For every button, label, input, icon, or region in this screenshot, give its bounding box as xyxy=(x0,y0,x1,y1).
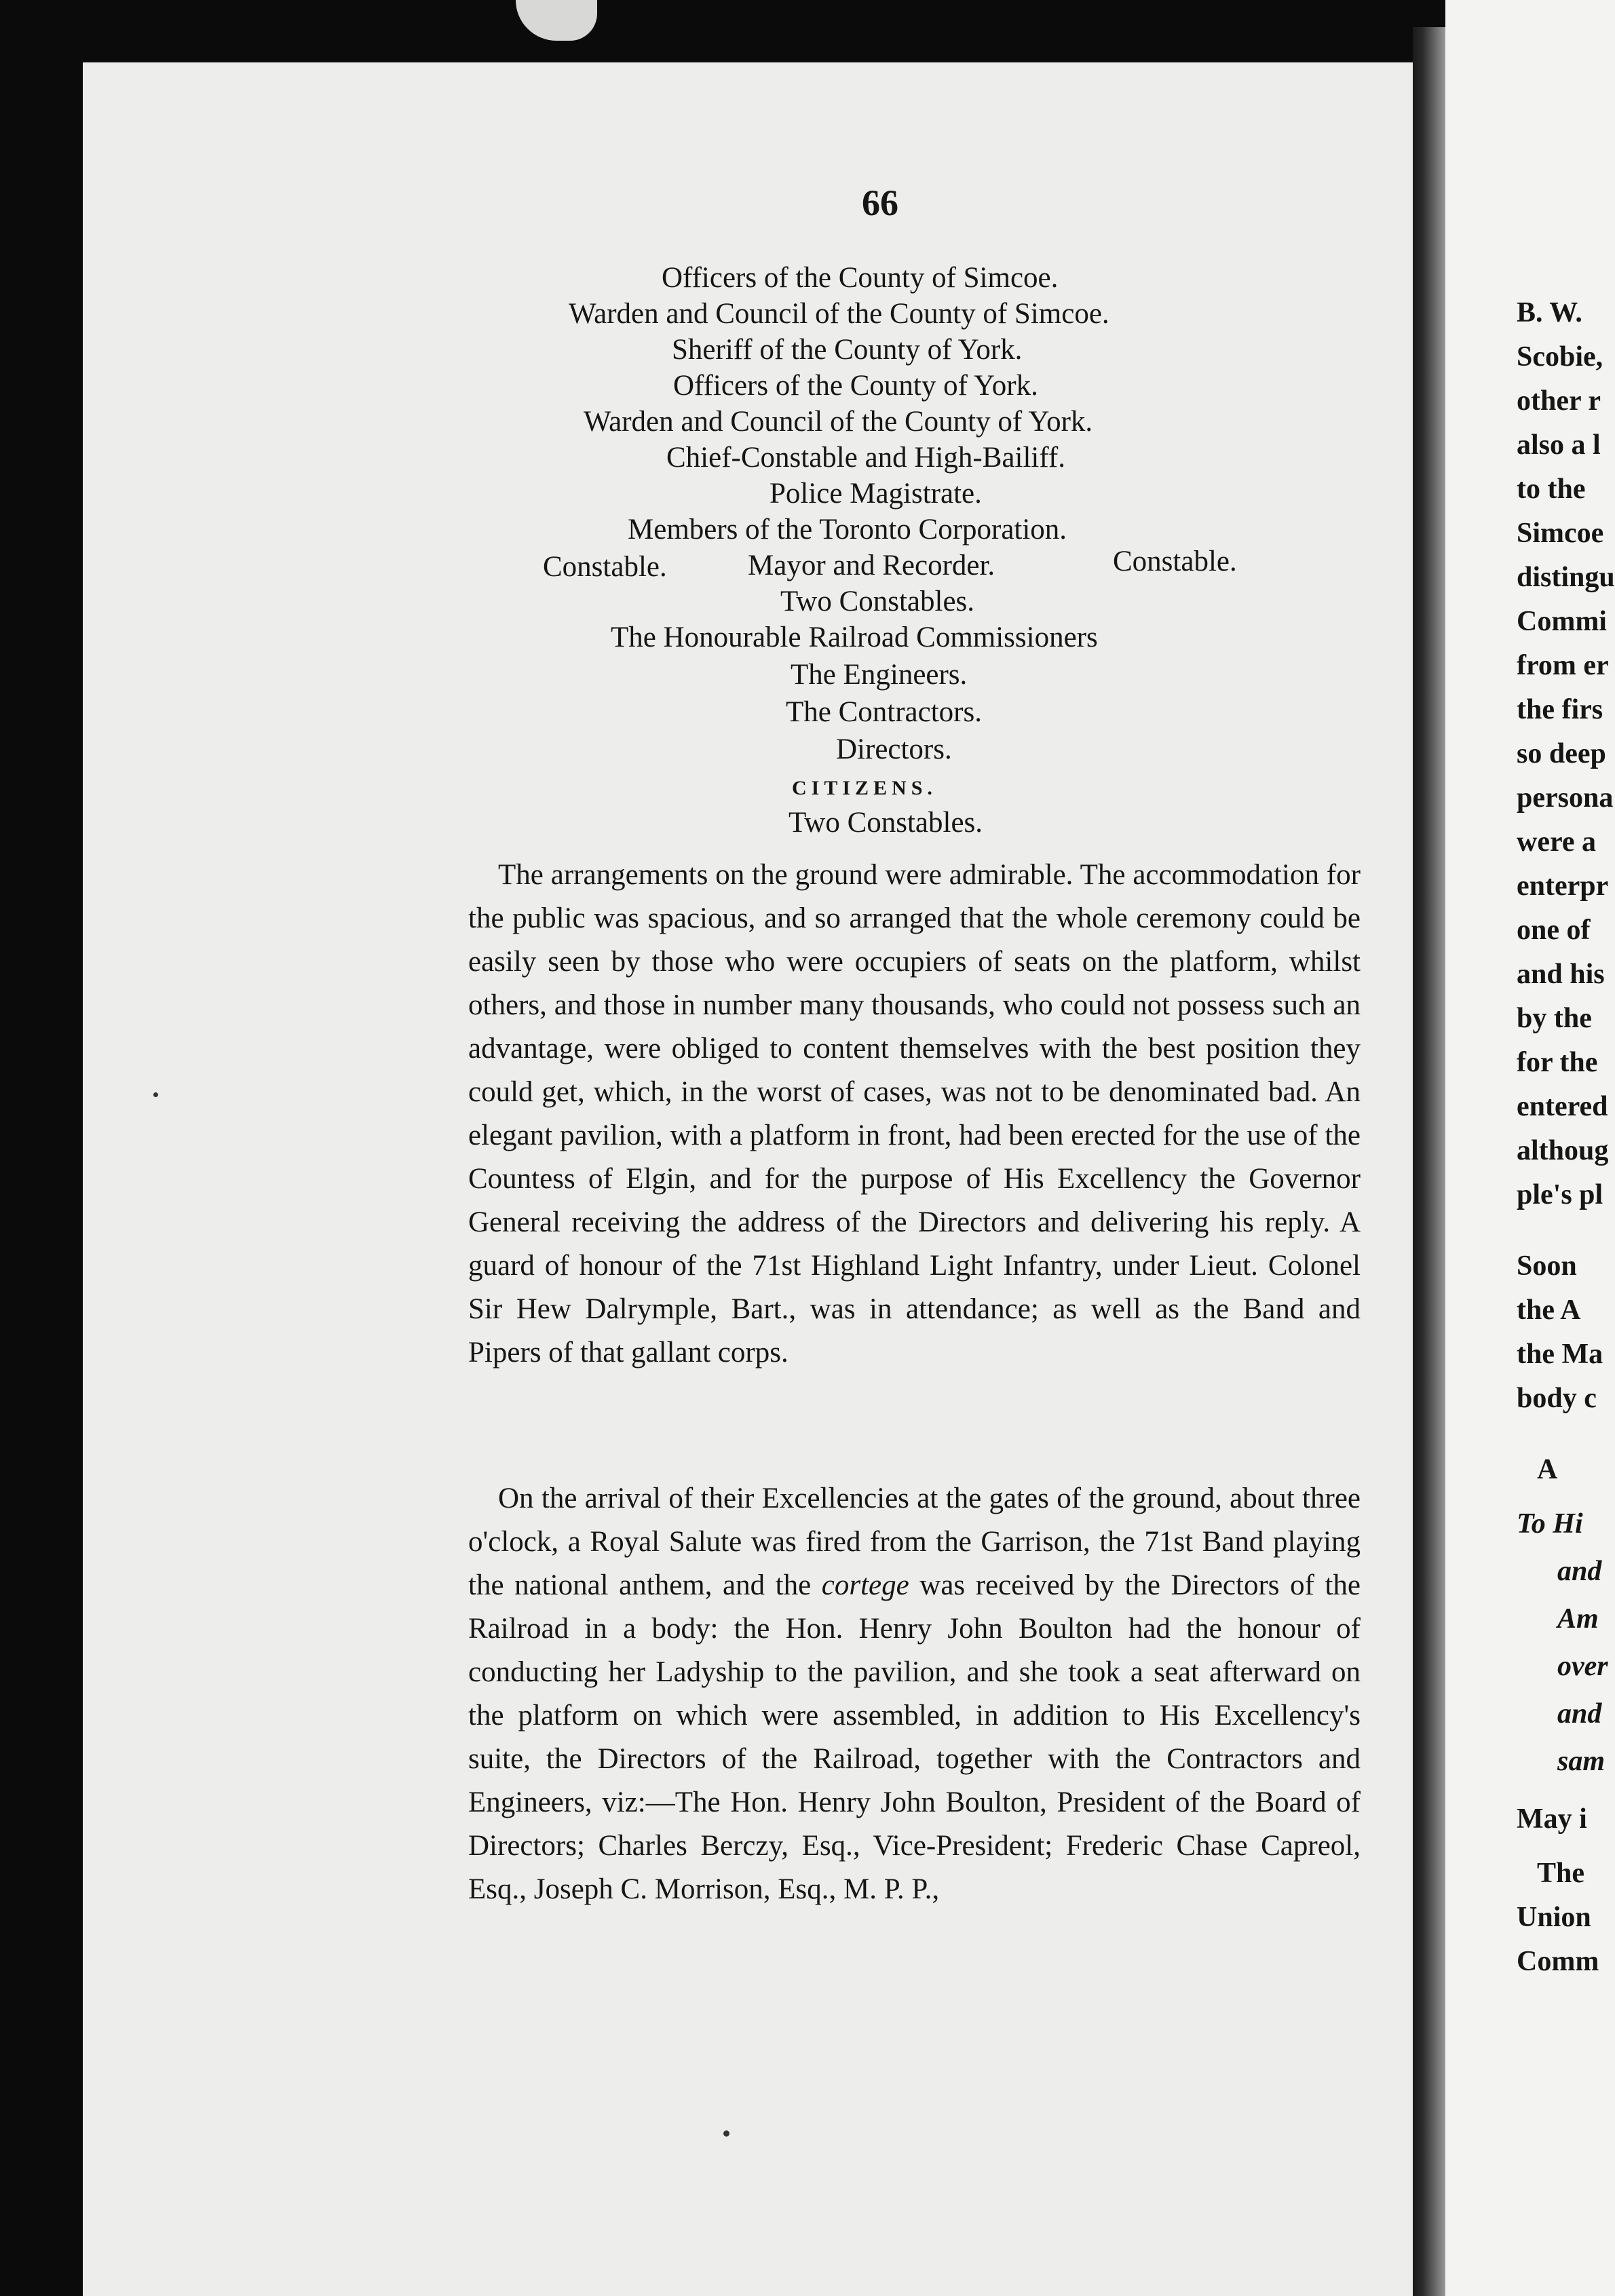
right-page-fragment: Union xyxy=(1517,1902,1591,1933)
right-page-fragment: by the xyxy=(1517,1003,1592,1034)
constable-left: Constable. xyxy=(543,551,667,583)
right-page-fragment: one of xyxy=(1517,915,1591,946)
right-page-fragment: A xyxy=(1537,1454,1558,1485)
right-page-fragment: entered xyxy=(1517,1091,1608,1122)
right-page-fragment: enterpr xyxy=(1517,870,1609,902)
right-page-fragment: and xyxy=(1557,1698,1602,1729)
procession-line: Sheriff of the County of York. xyxy=(672,334,1023,366)
paragraph: The arrangements on the ground were admirable. The accommodation for the public was spacious, and so arranged that the whole ceremony could be easily seen by those who were occupiers of seats on the platform, whilst others, and those in number many thousands, who could not possess such an advantage, were obliged to content themselves with the best position they could get, which, in the worst of cases, was not to be denominated bad. An elegant pavilion, with a platform in front, had been erected for the use of the Countess of Elgin, and for the purpose of His Excellency the Governor General receiving the address of the Directors and delivering his reply. A guard of honour of the 71st Highland Light Infantry, under Lieut. Colonel Sir Hew Dalrymple, Bart., was in attendance; as well as the Band and Pipers of that gallant corps. xyxy=(468,859,1361,1369)
procession-line: Officers of the County of York. xyxy=(673,370,1038,402)
procession-line: The Honourable Railroad Commissioners xyxy=(611,621,1098,653)
right-page-fragment: Scobie, xyxy=(1517,341,1603,372)
right-page-fragment: to the xyxy=(1517,474,1586,505)
right-page-fragment: Am xyxy=(1557,1603,1599,1634)
procession-line: The Contractors. xyxy=(786,696,982,728)
right-page-fragment: persona xyxy=(1517,782,1614,814)
italic-word: cortege xyxy=(821,1569,909,1601)
right-page-fragment: The xyxy=(1537,1858,1585,1889)
right-page-fragment: for the xyxy=(1517,1047,1598,1078)
constable-right: Constable. xyxy=(1113,546,1237,577)
right-page-fragment: the A xyxy=(1517,1295,1581,1326)
right-page-fragment: Soon xyxy=(1517,1250,1577,1282)
citizens-heading: CITIZENS. xyxy=(792,777,937,799)
right-page-fragment: over xyxy=(1557,1651,1608,1682)
right-page-fragment: the Ma xyxy=(1517,1339,1603,1370)
procession-line: Warden and Council of the County of Simcoe. xyxy=(569,298,1109,330)
right-page-fragment: May i xyxy=(1517,1803,1587,1835)
right-page-fragment: althoug xyxy=(1517,1135,1609,1166)
ink-speck xyxy=(723,2130,729,2137)
ink-speck xyxy=(153,1092,158,1097)
right-page-fragment: Comm xyxy=(1517,1946,1599,1977)
procession-line: The Engineers. xyxy=(791,659,968,691)
right-page-fragment: distingu xyxy=(1517,562,1615,593)
right-page-fragment: were a xyxy=(1517,826,1596,858)
paragraph-text: On the arrival of their Excellencies at the gates of the ground, about three o'clock, a Royal Salute was fired from the Garrison, the 71st Band playing the national anthem, and the xyxy=(468,1482,1361,1601)
right-page-fragment: Simcoe xyxy=(1517,518,1604,549)
procession-line: Police Magistrate. xyxy=(770,478,982,510)
procession-line: Warden and Council of the County of York. xyxy=(584,406,1093,438)
paragraph xyxy=(468,1477,1361,1911)
right-page-fragment: other r xyxy=(1517,385,1601,417)
book-gutter xyxy=(1413,27,1445,2296)
right-page-fragment: Commi xyxy=(1517,606,1607,637)
procession-line: Officers of the County of Simcoe. xyxy=(662,262,1059,294)
right-page-fragment: sam xyxy=(1557,1746,1606,1777)
right-page-fragment: body c xyxy=(1517,1383,1597,1414)
procession-line: Two Constables. xyxy=(780,586,975,617)
right-page-fragment: B. W. xyxy=(1517,297,1582,328)
right-page-fragment: also a l xyxy=(1517,429,1601,461)
right-page-fragment: ple's pl xyxy=(1517,1179,1603,1210)
right-page-fragment: and his xyxy=(1517,959,1605,990)
procession-line: Chief-Constable and High-Bailiff. xyxy=(666,442,1065,474)
right-page-fragment: the firs xyxy=(1517,694,1603,725)
right-page-fragment: and xyxy=(1557,1556,1602,1587)
paragraph-text: was received by the Directors of the Railroad in a body: the Hon. Henry John Boulton had the honour of conducting her Ladyship to the pavilion, and she took a seat afterward on the platform on which were assembled, in addition to His Excellency's suite, the Directors of the Railroad, together with the Contractors and Engineers, viz:—The Hon. Henry John Boulton, President of the Board of Directors; Charles Berczy, Esq., Vice-President; Frederic Chase Capreol, Esq., Joseph C. Morrison, Esq., M. P. P., xyxy=(468,1569,1361,1905)
mayor-recorder: Mayor and Recorder. xyxy=(748,550,995,581)
page-number: 66 xyxy=(862,183,898,223)
procession-line: Directors. xyxy=(836,733,952,765)
right-page-fragment: from er xyxy=(1517,650,1609,681)
procession-line: Two Constables. xyxy=(788,807,983,839)
right-page-fragment: To Hi xyxy=(1517,1508,1583,1539)
procession-line: Members of the Toronto Corporation. xyxy=(628,514,1067,546)
torn-edge xyxy=(516,0,597,41)
right-page-fragment: so deep xyxy=(1517,738,1606,769)
